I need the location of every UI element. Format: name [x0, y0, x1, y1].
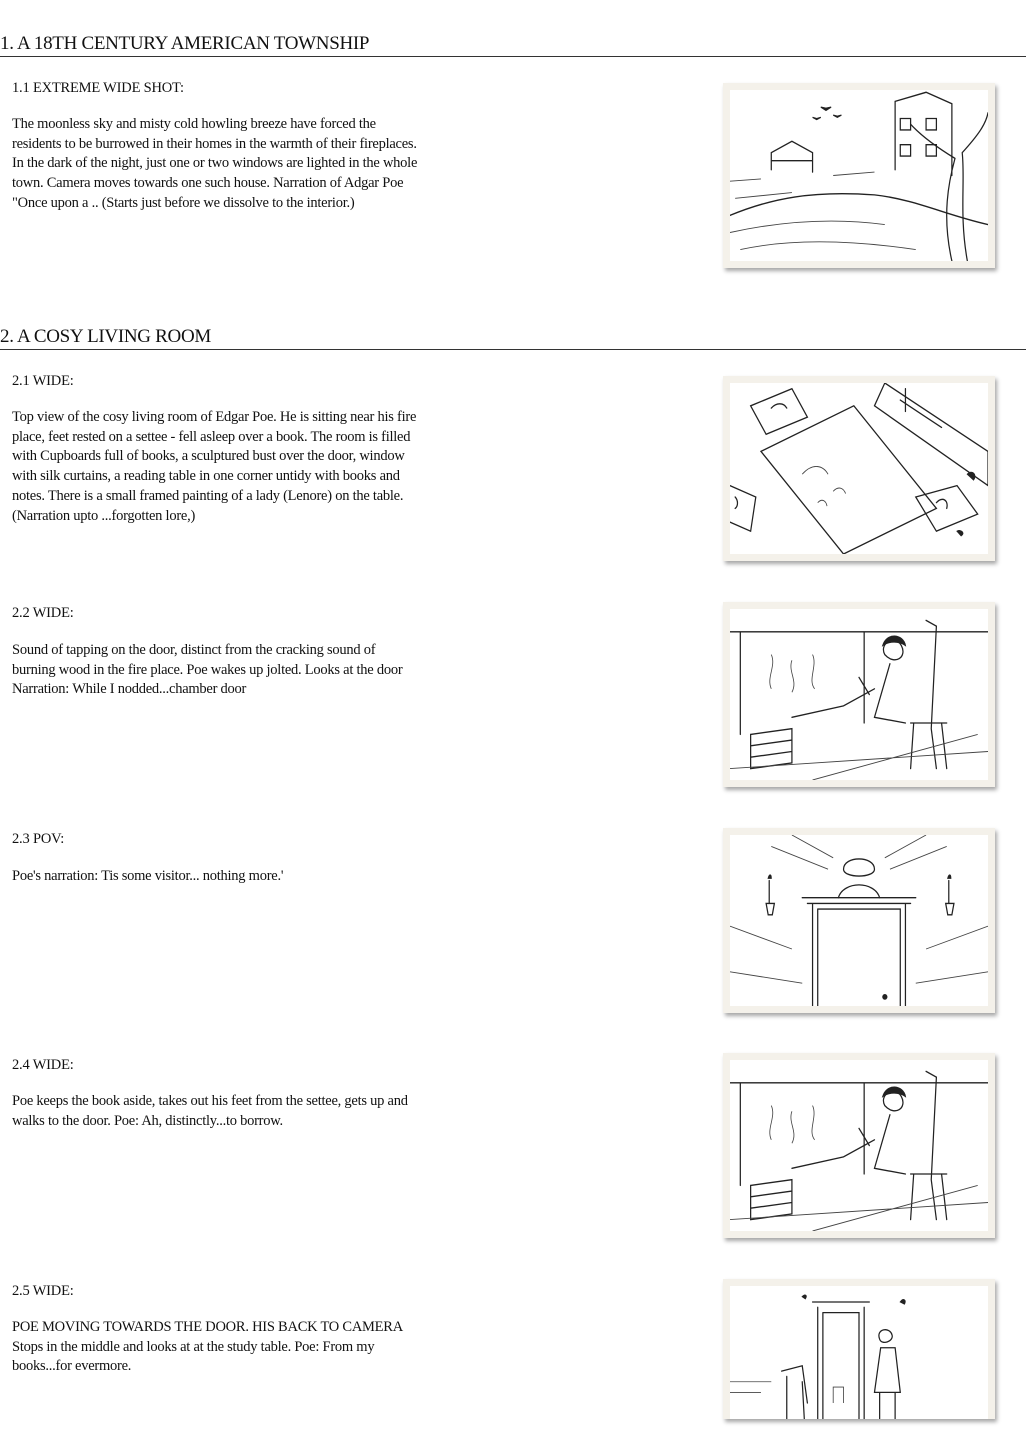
- shot-description-2-5: POE MOVING TOWARDS THE DOOR. HIS BACK TO CAMERA Stops in the middle and looks at at the study table. Poe: From my books...for evermore.: [12, 1319, 403, 1375]
- sketch-township-image: [730, 90, 988, 261]
- shot-label-2-3: 2.3 POV:: [12, 831, 65, 847]
- storyboard-frame-2-3: [723, 828, 995, 1013]
- shot-description-2-1: Top view of the cosy living room of Edgar Poe. He is sitting near his fire place, feet rested on a settee - fell asleep over a book. The room is filled with Cupboards full of books, a sculptured bust over the door, window with silk curtains, a reading table in one corner untidy with books and notes. There is a small framed painting of a lady (Lenore) on the table. (Narration upto ...forgotten lore,): [12, 409, 417, 524]
- shot-label-1-1: 1.1 EXTREME WIDE SHOT:: [12, 80, 184, 96]
- storyboard-frame-1-1: [723, 83, 995, 268]
- storyboard-frame-2-4: [723, 1053, 995, 1238]
- sketch-living-room-top-view-image: [730, 383, 988, 554]
- section-heading-2: 2. A COSY LIVING ROOM: [0, 326, 1026, 350]
- storyboard-frame-2-2: [723, 602, 995, 787]
- shot-description-2-4: Poe keeps the book aside, takes out his feet from the settee, gets up and walks to the door. Poe: Ah, distinctly...to borrow.: [12, 1093, 408, 1129]
- shot-label-2-5: 2.5 WIDE:: [12, 1283, 74, 1299]
- section-heading-1: 1. A 18TH CENTURY AMERICAN TOWNSHIP: [0, 33, 1026, 57]
- sketch-poe-walking-to-door-image: [730, 1286, 988, 1419]
- shot-description-1-1: The moonless sky and misty cold howling breeze have forced the residents to be burrowed in their homes in the warmth of their fireplaces. In the dark of the night, just one or two windows are lighted in the whole town. Camera moves towards one such house. Narration of Adgar Poe "Once upon a .. (Starts just before we dissolve to the interior.): [12, 116, 418, 211]
- shot-label-2-2: 2.2 WIDE:: [12, 605, 74, 621]
- storyboard-frame-2-1: [723, 376, 995, 561]
- sketch-chamber-door-pov-image: [730, 835, 988, 1006]
- shot-description-2-2: Sound of tapping on the door, distinct from the cracking sound of burning wood in the fire place. Poe wakes up jolted. Looks at the door Narration: While I nodded...chamber door: [12, 642, 403, 698]
- storyboard-frame-2-5: [723, 1279, 995, 1419]
- shot-label-2-4: 2.4 WIDE:: [12, 1057, 74, 1073]
- sketch-poe-in-chair-image: [730, 609, 988, 780]
- shot-description-2-3: Poe's narration: Tis some visitor... nothing more.': [12, 868, 284, 884]
- sketch-poe-rising-image: [730, 1060, 988, 1231]
- shot-label-2-1: 2.1 WIDE:: [12, 373, 74, 389]
